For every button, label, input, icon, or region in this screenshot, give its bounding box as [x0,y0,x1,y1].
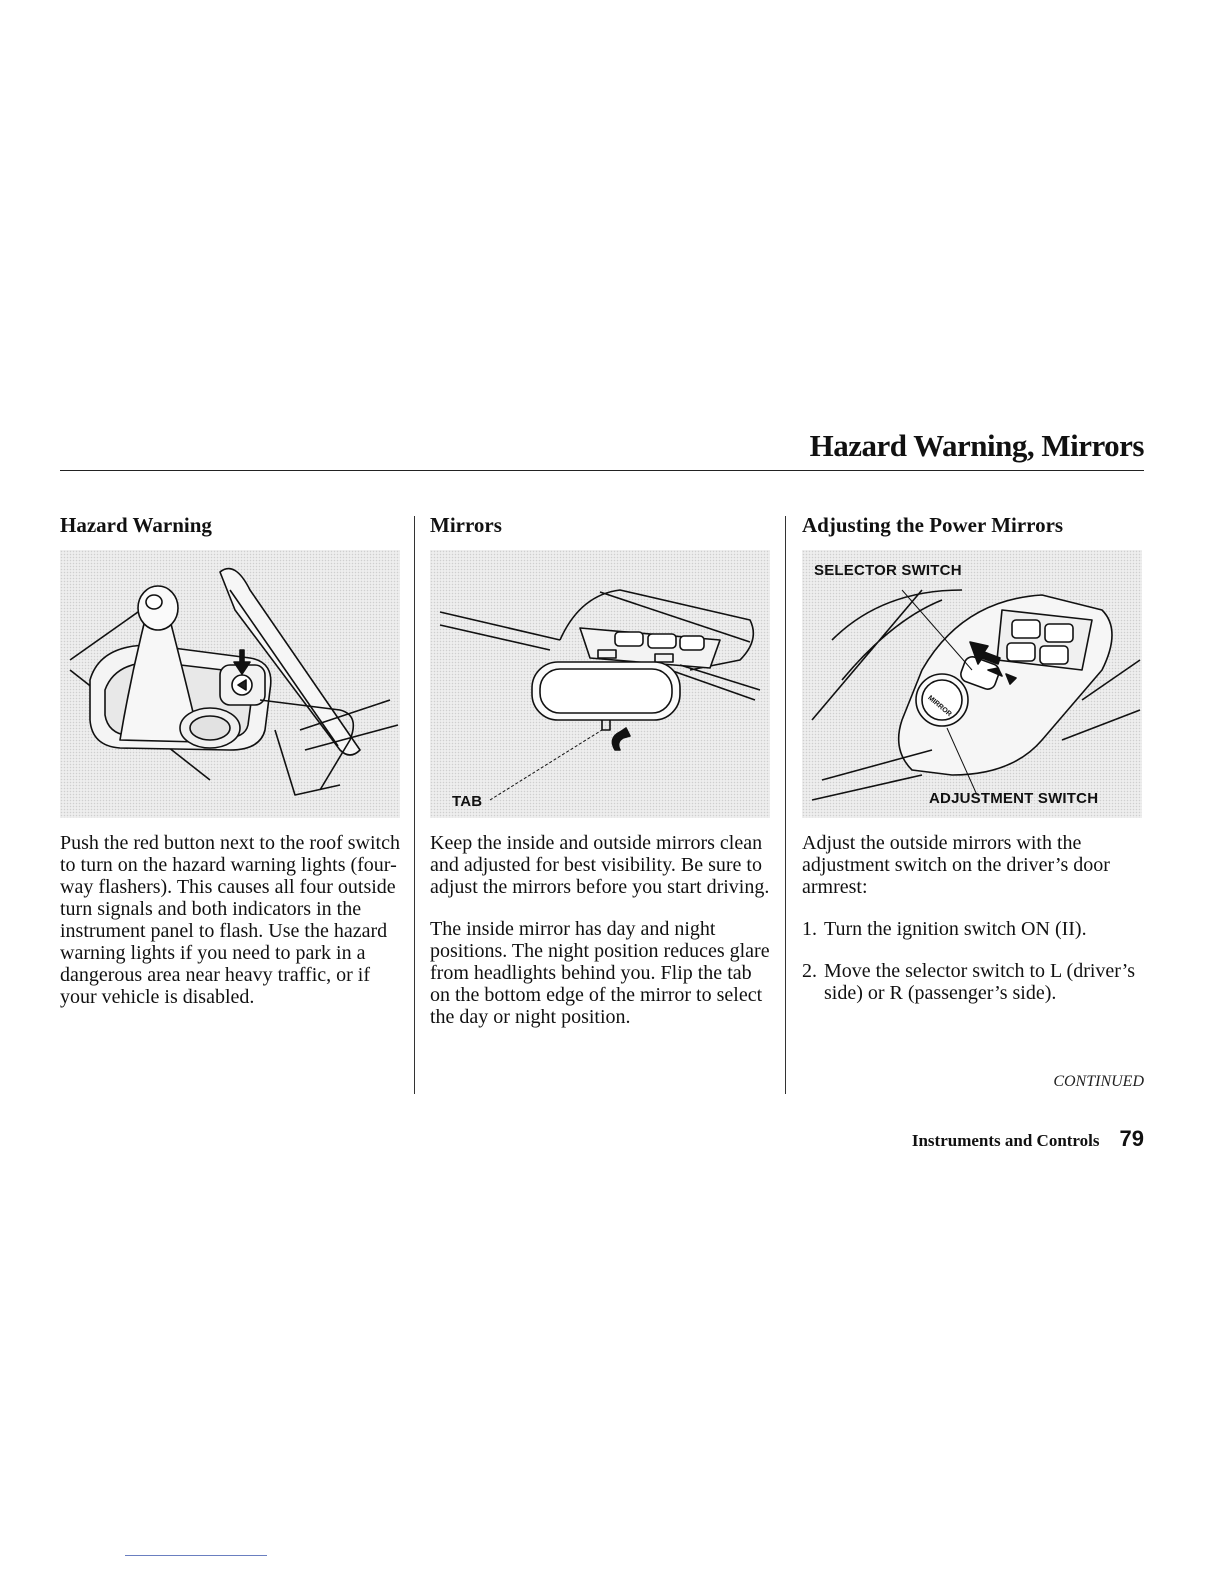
page-title: Hazard Warning, Mirrors [809,428,1144,463]
adjustment-switch-label: ADJUSTMENT SWITCH [929,790,1099,807]
mirrors-paragraph-1: Keep the inside and outside mirrors clean and adjusted for best visibility. Be sure to adjust the mirrors before you start driving. [430,832,770,898]
power-mirrors-heading: Adjusting the Power Mirrors [802,513,1064,537]
selector-switch-label: SELECTOR SWITCH [814,562,962,579]
page-footer [912,1126,1144,1152]
footnote-rule [125,1555,267,1556]
step-text: Move the selector switch to L (driver’s side) or R (passenger’s side). [824,960,1136,1004]
power-mirrors-column [802,512,1147,1004]
mirrors-paragraph-2: The inside mirror has day and night positions. The night position reduces glare from headlights behind you. Flip the tab on the bottom edge of the mirror to select the day or night position. [430,918,770,1028]
step-number: 2. [802,960,817,982]
column-divider [414,516,415,1094]
inside-mirror-drawing [430,550,770,818]
page-number: 79 [1119,1126,1144,1151]
hazard-button-illustration [60,550,400,818]
mirrors-heading: Mirrors [430,513,502,537]
hazard-warning-paragraph: Push the red button next to the roof switch to turn on the hazard warning lights (four-way flashers). This causes all four outside turn signals and both indicators in the instrument panel to flash. Use the hazard warning lights if you need to park in a dangerous area near heavy traffic, or if your vehicle is disabled. [60,832,400,1008]
step-2 [802,960,1147,1004]
step-1 [802,918,1147,940]
power-mirror-switch-drawing [802,550,1142,818]
title-rule [60,470,1144,471]
tab-label: TAB [452,793,483,810]
hazard-console-drawing [60,550,400,818]
footer-section-title: Instruments and Controls [911,1131,1100,1150]
step-number: 1. [802,918,817,940]
hazard-warning-column [60,512,405,1008]
power-mirror-switch-illustration [802,550,1142,818]
inside-mirror-illustration [430,550,770,818]
continued-label: CONTINUED [1053,1073,1144,1090]
column-divider [785,516,786,1094]
mirror-switch-text: MIRROR [926,694,953,719]
step-text: Turn the ignition switch ON (II). [824,918,1087,940]
power-mirrors-intro: Adjust the outside mirrors with the adjustment switch on the driver’s door armrest: [802,832,1110,898]
hazard-warning-heading: Hazard Warning [60,513,212,537]
mirrors-column [430,512,775,1028]
